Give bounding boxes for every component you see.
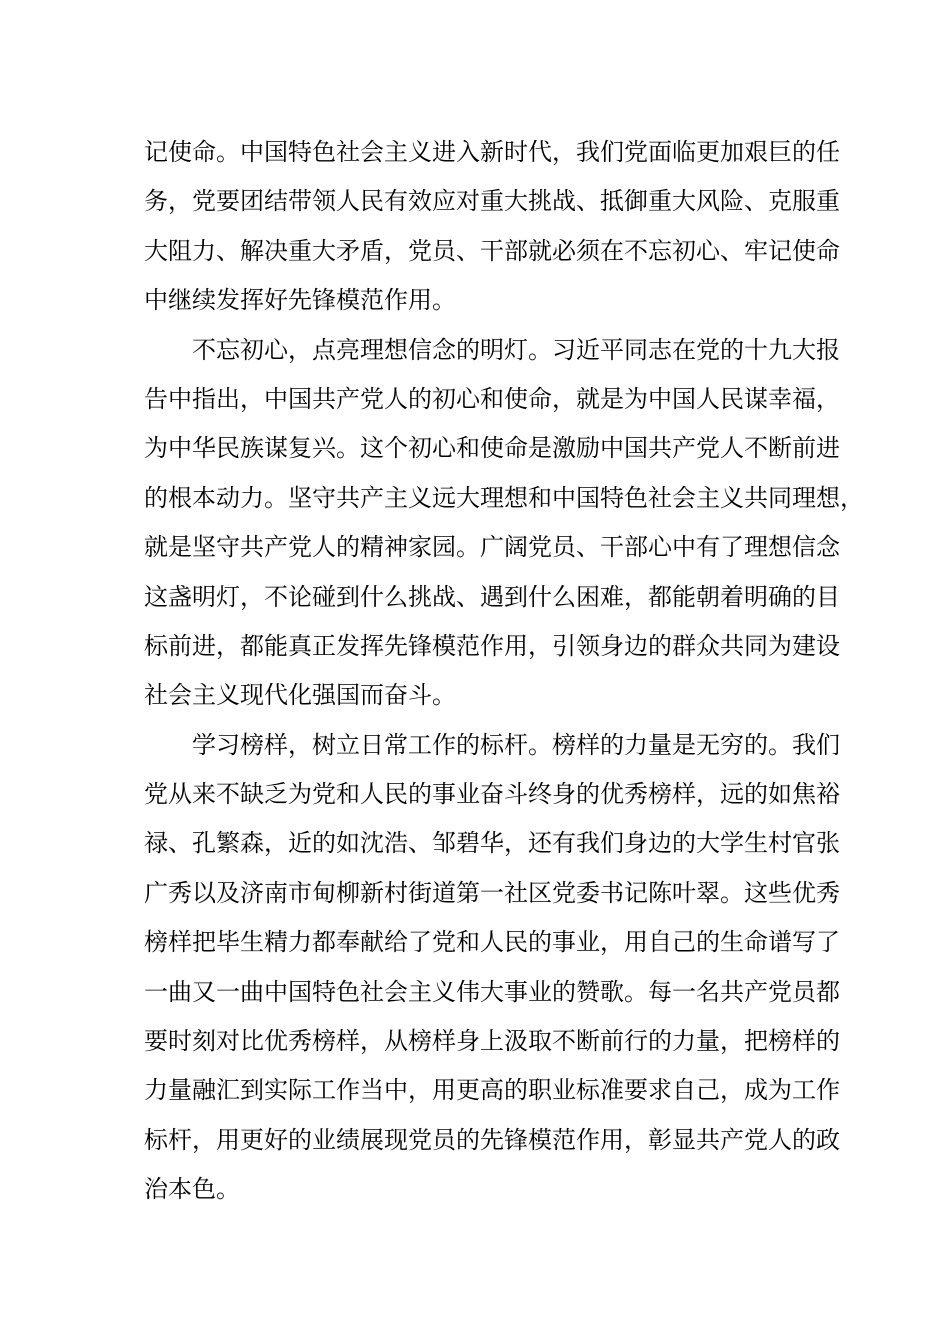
text-line: 这盏明灯，不论碰到什么挑战、遇到什么困难，都能朝着明确的目 — [144, 582, 840, 611]
text-line: 为中华民族谋复兴。这个初心和使命是激励中国共产党人不断前进 — [144, 434, 840, 463]
text-line: 就是坚守共产党人的精神家园。广阔党员、干部心中有了理想信念 — [144, 533, 840, 562]
text-line: 治本色。 — [144, 1175, 240, 1204]
text-line: 记使命。中国特色社会主义进入新时代，我们党面临更加艰巨的任 — [144, 138, 840, 166]
text-line: 学习榜样，树立日常工作的标杆。榜样的力量是无穷的。我们 — [192, 730, 840, 759]
text-line: 社会主义现代化强国而奋斗。 — [144, 681, 456, 710]
text-line: 大阻力、解决重大矛盾，党员、干部就必须在不忘初心、牢记使命 — [144, 236, 840, 265]
text-line: 标前进，都能真正发挥先锋模范作用，引领身边的群众共同为建设 — [144, 631, 840, 660]
paragraph-1 — [144, 128, 840, 326]
text-line: 力量融汇到实际工作当中，用更高的职业标准要求自己，成为工作 — [144, 1076, 840, 1105]
text-line: 要时刻对比优秀榜样，从榜样身上汲取不断前行的力量，把榜样的 — [144, 1027, 840, 1056]
text-line: 禄、孔繁森，近的如沈浩、邹碧华，还有我们身边的大学生村官张 — [144, 829, 840, 858]
paragraph-3 — [144, 721, 840, 1215]
text-line: 告中指出，中国共产党人的初心和使命，就是为中国人民谋幸福， — [144, 384, 840, 413]
document-body — [144, 128, 864, 1215]
paragraph-2 — [144, 326, 864, 721]
text-line: 党从来不缺乏为党和人民的事业奋斗终身的优秀榜样，远的如焦裕 — [144, 780, 840, 809]
text-line: 务，党要团结带领人民有效应对重大挑战、抵御重大风险、克服重 — [144, 187, 840, 216]
text-line: 中继续发挥好先锋模范作用。 — [144, 286, 456, 315]
text-line: 的根本动力。坚守共产主义远大理想和中国特色社会主义共同理想， — [144, 483, 864, 512]
text-line: 不忘初心，点亮理想信念的明灯。习近平同志在党的十九大报 — [192, 335, 840, 364]
text-line: 标杆，用更好的业绩展现党员的先锋模范作用，彰显共产党人的政 — [144, 1125, 840, 1154]
text-line: 榜样把毕生精力都奉献给了党和人民的事业，用自己的生命谱写了 — [144, 928, 840, 957]
text-line: 一曲又一曲中国特色社会主义伟大事业的赞歌。每一名共产党员都 — [144, 977, 840, 1006]
text-line: 广秀以及济南市甸柳新村街道第一社区党委书记陈叶翠。这些优秀 — [144, 878, 840, 907]
